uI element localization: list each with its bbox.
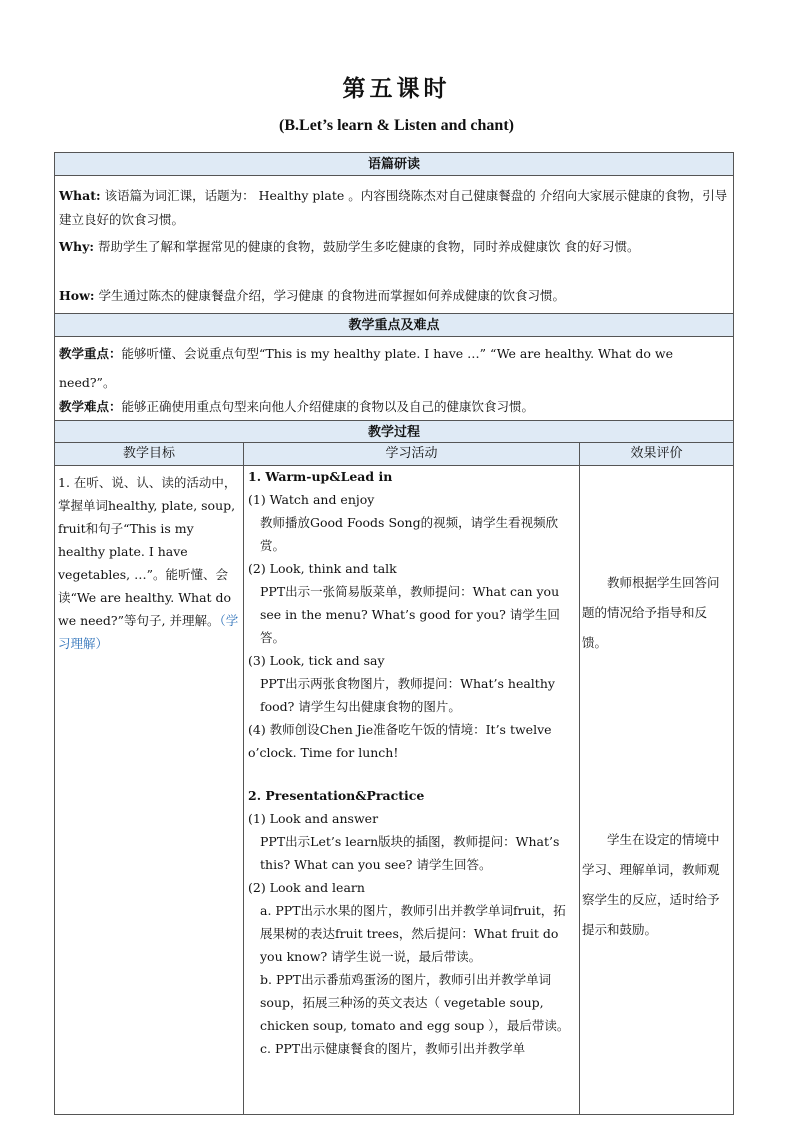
activity-line: (3) Look, tick and say xyxy=(248,653,385,668)
activity-line: (1) Watch and enjoy xyxy=(248,492,375,507)
what-text: 该语篇为词汇课，话题为： Healthy plate 。内容围绕陈杰对自己健康餐盘的 介绍向大家展示健康的食物，引导建立良好的饮食习惯。 xyxy=(59,188,728,227)
section-header-process: 教学过程 xyxy=(55,420,733,443)
activity-line xyxy=(248,764,574,784)
evaluation-1: 教师根据学生回答问题的情况给予指导和反馈。 xyxy=(582,575,720,650)
section-header-text-analysis: 语篇研读 xyxy=(55,153,733,176)
difficulty-label: 教学难点： xyxy=(59,399,122,414)
why-paragraph xyxy=(59,235,731,259)
column-header-evaluation: 效果评价 xyxy=(580,443,733,465)
activity-line: (4) 教师创设Chen Jie准备吃午饭的情境：It’s twelve o’clock. Time for lunch! xyxy=(248,722,552,760)
evaluation-2: 学生在设定的情境中学习、理解单词，教师观察学生的反应，适时给予提示和鼓励。 xyxy=(582,832,720,937)
activity-line: c. PPT出示健康餐食的图片，教师引出并教学单 xyxy=(260,1041,526,1056)
activity-line: 教师播放Good Foods Song的视频，请学生看视频欣赏。 xyxy=(260,515,559,553)
why-text: 帮助学生了解和掌握常见的健康的食物，鼓励学生多吃健康的食物，同时养成健康饮 食的好习惯。 xyxy=(94,239,640,254)
how-text: 学生通过陈杰的健康餐盘介绍，学习健康 的食物进而掌握如何养成健康的饮食习惯。 xyxy=(94,288,565,303)
activity-line: (2) Look and learn xyxy=(248,880,365,895)
how-label: How: xyxy=(59,288,95,303)
page-subtitle: (B.Let’s learn & Listen and chant) xyxy=(279,117,514,134)
difficulty-text: 能够正确使用重点句型来向他人介绍健康的食物以及自己的健康饮食习惯。 xyxy=(121,399,535,414)
column-divider-2 xyxy=(579,443,580,1114)
page-title: 第五课时 xyxy=(342,75,451,102)
what-paragraph xyxy=(59,184,731,232)
column-divider-1 xyxy=(243,443,244,1114)
what-label: What: xyxy=(59,188,101,203)
why-label: Why: xyxy=(59,239,95,254)
activity-line: PPT出示两张食物图片，教师提问：What’s healthy food? 请学生勾出健康食物的图片。 xyxy=(260,676,555,714)
activity-line: a. PPT出示水果的图片，教师引出并教学单词fruit，拓展果树的表达fruit trees，然后提问：What fruit do you know? 请学生说一说，最后带读。 xyxy=(260,903,566,964)
lesson-table xyxy=(54,152,734,1115)
key-point-paragraph xyxy=(59,339,731,397)
activity-line: PPT出示一张简易版菜单，教师提问：What can you see in the menu? What’s good for you? 请学生回答。 xyxy=(260,584,560,645)
goal-text: 1. 在听、说、认、读的活动中，掌握单词healthy, plate, soup, fruit和句子“This is my healthy plate. I have vegetables, …”。能听懂、会读“We are healthy. What do we need?”等句子, 并理解。 xyxy=(58,475,237,628)
goal-cell xyxy=(58,471,240,655)
activity-line: (2) Look, think and talk xyxy=(248,561,397,576)
key-point-text: 能够听懂、会说重点句型“This is my healthy plate. I have …” “We are healthy. What do we need?”。 xyxy=(59,346,673,390)
how-paragraph xyxy=(59,284,731,308)
section-header-key-points: 教学重点及难点 xyxy=(55,313,733,337)
key-point-label: 教学重点： xyxy=(59,346,122,361)
activity-line: PPT出示Let’s learn版块的插图，教师提问：What’s this? What can you see? 请学生回答。 xyxy=(260,834,560,872)
activities-cell xyxy=(248,465,574,1060)
goal-tag: （学习理解） xyxy=(58,613,239,651)
activity-section-heading: 2. Presentation&Practice xyxy=(248,788,425,803)
activity-line: (1) Look and answer xyxy=(248,811,379,826)
column-header-goals: 教学目标 xyxy=(55,443,243,465)
column-header-activities: 学习活动 xyxy=(244,443,579,465)
activity-section-heading: 1. Warm-up&Lead in xyxy=(248,469,393,484)
difficulty-paragraph xyxy=(59,395,731,419)
activity-line: b. PPT出示番茄鸡蛋汤的图片，教师引出并教学单词soup，拓展三种汤的英文表达（ vegetable soup, chicken soup, tomato and egg soup ），最后带读。 xyxy=(260,972,570,1033)
